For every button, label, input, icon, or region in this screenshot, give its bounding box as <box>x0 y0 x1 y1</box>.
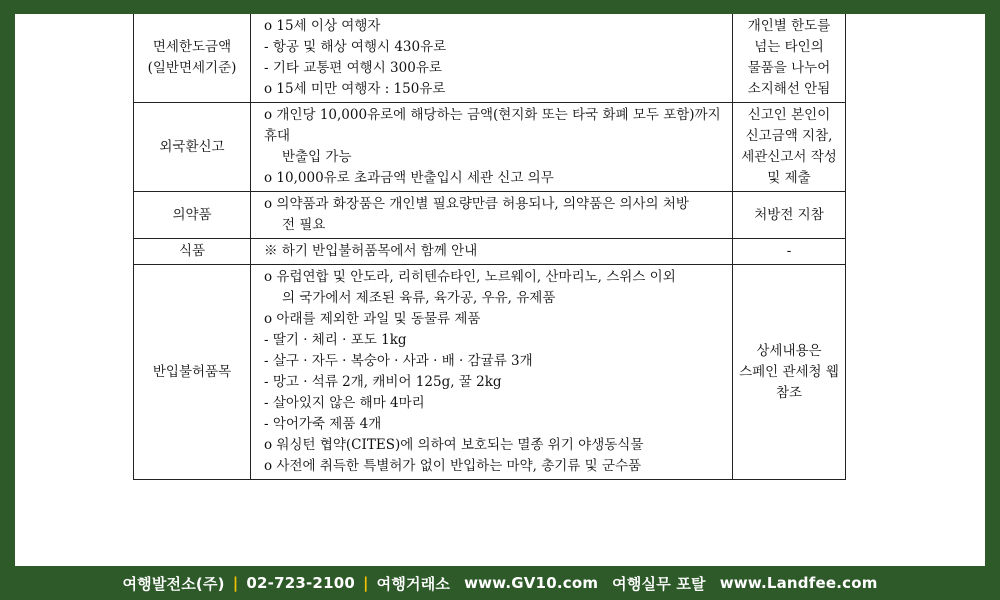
note-text: 신고인 본인이 <box>747 107 831 123</box>
table-row <box>134 265 846 480</box>
category-text: 외국환신고 <box>159 138 225 155</box>
category-text: 반입불허품목 <box>152 363 232 380</box>
content-line: - 살구 · 자두 · 복숭아 · 사과 · 배 · 감귤류 3개 <box>264 353 533 369</box>
note-text: 세관신고서 작성 <box>741 149 837 165</box>
content-cell <box>251 192 733 239</box>
category-text: 면세한도금액 <box>152 39 232 55</box>
footer-exchange-link[interactable]: www.GV10.com <box>464 574 599 592</box>
note-text: 및 제출 <box>767 170 811 186</box>
note-text: 개인별 한도를 <box>747 18 831 34</box>
note-text: 참조 <box>775 384 803 401</box>
customs-rules-table <box>133 14 846 480</box>
category-cell <box>134 265 251 480</box>
content-line: o 의약품과 화장품은 개인별 필요량만큼 허용되나, 의약품은 의사의 처방 <box>264 196 689 212</box>
content-cell <box>251 239 733 265</box>
note-cell <box>733 103 846 192</box>
content-line: - 기타 교통편 여행시 300유로 <box>264 60 442 76</box>
note-text: 처방전 지참 <box>754 206 824 223</box>
note-text: 스페인 관세청 웹 <box>739 363 839 380</box>
note-cell <box>733 14 846 103</box>
content-line: - 살아있지 않은 해마 4마리 <box>264 395 425 411</box>
content-line: o 15세 이상 여행자 <box>264 18 381 34</box>
category-cell <box>134 192 251 239</box>
footer-portal-link[interactable]: www.Landfee.com <box>719 574 878 592</box>
footer-separator: | <box>362 574 369 592</box>
table-row <box>134 192 846 239</box>
note-text: 넘는 타인의 <box>754 39 824 55</box>
content-line: o 10,000유로 초과금액 반출입시 세관 신고 의무 <box>264 170 554 186</box>
content-line: o 15세 미만 여행자 : 150유로 <box>264 81 446 97</box>
table-row <box>134 239 846 265</box>
category-cell <box>134 103 251 192</box>
content-line: o 워싱턴 협약(CITES)에 의하여 보호되는 멸종 위기 야생동식물 <box>264 437 644 453</box>
content-line: 의 국가에서 제조된 육류, 육가공, 우유, 유제품 <box>282 290 556 306</box>
category-text: 의약품 <box>172 206 212 223</box>
content-line: - 망고 · 석류 2개, 캐비어 125g, 꿀 2kg <box>264 374 502 390</box>
note-cell <box>733 192 846 239</box>
footer-company: 여행발전소(주) <box>122 574 225 593</box>
table-row <box>134 103 846 192</box>
content-line: o 개인당 10,000유로에 해당하는 금액(현지화 또는 타국 화폐 모두 포함)까지 휴대 <box>264 107 721 144</box>
category-cell <box>134 14 251 103</box>
content-line: - 악어가죽 제품 4개 <box>264 416 382 432</box>
content-line: 전 필요 <box>282 217 326 233</box>
note-text: - <box>786 243 792 259</box>
note-cell <box>733 239 846 265</box>
note-text: 상세내용은 <box>756 342 822 359</box>
footer-separator: | <box>232 574 239 592</box>
footer-bar <box>0 566 1000 600</box>
content-line: - 딸기 · 체리 · 포도 1kg <box>264 332 407 348</box>
document-page <box>15 14 985 566</box>
content-line: ※ 하기 반입불허품목에서 함께 안내 <box>264 243 478 259</box>
content-cell <box>251 103 733 192</box>
content-line: - 항공 및 해상 여행시 430유로 <box>264 39 447 55</box>
content-cell <box>251 265 733 480</box>
content-line: o 유럽연합 및 안도라, 리히텐슈타인, 노르웨이, 산마리노, 스위스 이외 <box>264 269 676 285</box>
footer-phone: 02-723-2100 <box>246 574 355 592</box>
content-line: 반출입 가능 <box>282 149 352 165</box>
category-text: 식품 <box>178 243 206 259</box>
note-cell <box>733 265 846 480</box>
content-cell <box>251 14 733 103</box>
content-line: o 사전에 취득한 특별허가 없이 반입하는 마약, 총기류 및 군수품 <box>264 458 642 474</box>
note-text: 물품을 나누어 <box>747 60 831 76</box>
content-line: o 아래를 제외한 과일 및 동물류 제품 <box>264 311 481 327</box>
table-row <box>134 14 846 103</box>
category-text: (일반면세기준) <box>147 60 237 76</box>
footer-portal-label: 여행실무 포탈 <box>612 574 706 593</box>
note-text: 소지해선 안됨 <box>747 81 831 97</box>
note-text: 신고금액 지참, <box>745 128 833 144</box>
footer-exchange-label: 여행거래소 <box>376 574 451 593</box>
category-cell <box>134 239 251 265</box>
